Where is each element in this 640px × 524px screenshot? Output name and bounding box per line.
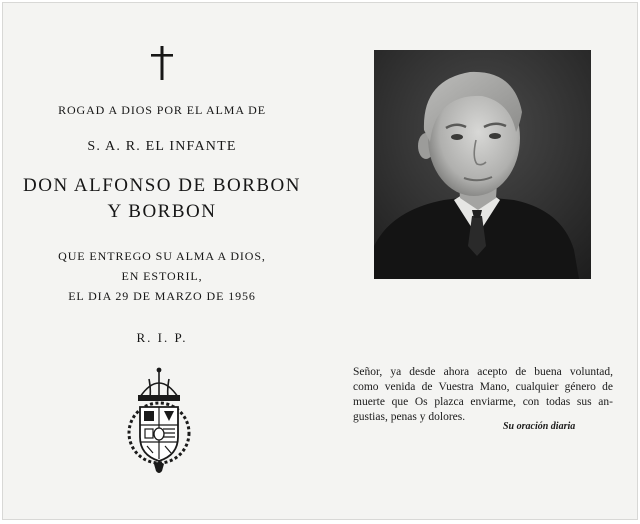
prayer-line: gustias, penas y dolores. <box>353 411 466 423</box>
rip-line: R. I. P. <box>136 330 188 345</box>
prayer-line: muerte que Os plazca enviarme, con todas sus an- <box>353 396 613 408</box>
deceased-name-line-1: DON ALFONSO DE BORBON <box>23 175 301 196</box>
royal-title-line: S. A. R. EL INFANTE <box>87 139 237 154</box>
daily-prayer-text <box>353 365 613 425</box>
detail-line-1: QUE ENTREGO SU ALMA A DIOS, <box>58 249 266 263</box>
prayer-attribution: Su oración diaria <box>503 421 576 432</box>
black-and-white-portrait-photo <box>374 50 591 279</box>
deceased-name-line-2: Y BORBON <box>107 201 217 222</box>
prayer-request-line: ROGAD A DIOS POR EL ALMA DE <box>58 103 266 117</box>
portrait-illustration <box>374 50 591 279</box>
detail-line-2: EN ESTORIL, <box>121 269 203 283</box>
prayer-line: como venida de Vuestra Mano, cualquier género de <box>353 381 613 393</box>
latin-cross-icon <box>145 45 179 81</box>
memorial-card <box>2 2 638 520</box>
date-of-death-line: EL DIA 29 DE MARZO DE 1956 <box>68 289 256 303</box>
royal-coat-of-arms-icon <box>120 367 198 477</box>
memorial-text-panel <box>3 3 321 519</box>
prayer-line: Señor, ya desde ahora acepto de buena voluntad, <box>353 366 613 378</box>
